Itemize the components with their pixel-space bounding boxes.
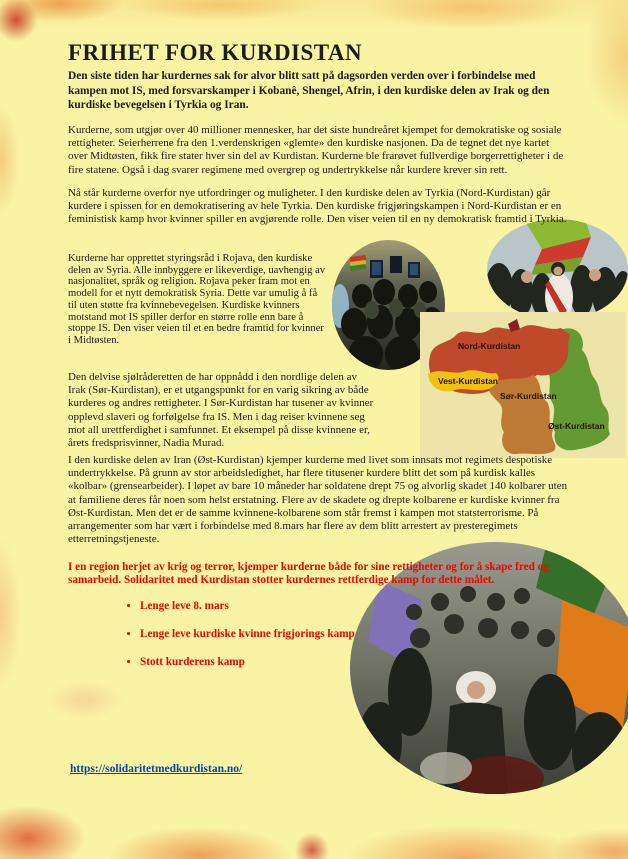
paragraph-north-kurdistan: Nå står kurderne overfor nye utfordringer og muligheter. I den kurdiske delen av Tyrkia (Nord-Kurdistan) går kurdere i spissen for en demokratisering av hele Tyrkia. Den kurdiske frigjøringskampen i Nord-Kurdistan er en feministisk kamp hvor kvinner spiller en avgjørende rolle. Den viser veien til en ny demokratisk framtid i Tyrkia. (68, 187, 567, 226)
map-label-west: Vest-Kurdistan (438, 376, 498, 386)
slogan-text-2: Lenge leve kurdiske kvinne frigjorings kamp (140, 628, 355, 640)
demonstration-flag-illustration (487, 219, 628, 320)
paragraph-kurdish-history: Kurderne, som utgjør over 40 millioner mennesker, har det siste hundreåret kjempet for demokratiske og sosiale rettigheter. Seierherrene fra den 1.verdenskrigen «glemte» den kurdiske nasjonen. Da de tegnet det nye kartet over Midtøsten, fikk fire stater hver sin del av Kurdistan. Kurderne ble frarøvet fullverdige borgerrettigheter i de fire statene. Også i dag svarer regimene med overgrep og undertrykkelse når kurdere krever sin rett. (68, 124, 564, 176)
map-label-east: Øst-Kurdistan (548, 421, 605, 431)
paragraph-rojava: Kurderne har opprettet styringsråd i Rojava, den kurdiske delen av Syria. Alle innbyggere er likeverdige, uavhengig av nasjonalitet, språk og religion. Rojava peker fram mot en modell for et nytt demokratisk Syria. Dette var umulig å få til uten støtte fra kvinnebevegelsen. Kurdiske kvinners motstand mot IS spiller derfor en større rolle enn bare å stoppe IS. Den viser veien til et en bedre framtid for kvinner i Midtøsten. (68, 253, 326, 346)
intro-paragraph: Den siste tiden har kurdernes sak for alvor blitt satt på dagsorden verden over i forbindelse med kampen mot IS, med forsvarskamper i Kobanê, Shengel, Afrin, i den kurdiske delen av Irak og den kurdiske bevegelsen i Tyrkia og Iran. (68, 70, 550, 112)
map-label-south: Sør-Kurdistan (500, 391, 557, 401)
solidarity-website-link[interactable]: https://solidaritetmedkurdistan.no/ (70, 763, 243, 775)
page-title: FRIHET FOR KURDISTAN (68, 40, 363, 65)
paragraph-east-kurdistan: I den kurdiske delen av Iran (Øst-Kurdistan) kjemper kurderne med livet som innsats mot regimets despotiske undertrykkelse. På grunn av stor arbeidsledighet, har flere titusener kurdere blitt det som på kurdisk kalles «kolbar» (grensearbeider). I løpet av bare 10 måneder har soldatene drept 75 og alvorlig skadet 140 kolbarer uten at familiene deres får noen som helst erstatning. Flere av de skadete og drepte kolbarene er kurdiske kvinner fra Øst-Kurdistan. Men det er de samme kvinnene-kolbarene som står fremst i kampen mot statsterrorisme. På arrangementer som har vært i forbindelse med 8.mars har flere av dem blitt arrestert av presteregimets etterretningstjeneste. (68, 454, 568, 546)
demonstration-flag-photo (487, 219, 628, 320)
slogan-list (120, 600, 440, 684)
map-label-north: Nord-Kurdistan (458, 341, 521, 351)
paragraph-south-kurdistan: Den delvise sjølråderetten de har oppnådd i den nordlige delen av Irak (Sør-Kurdistan), er et utgangspunkt for en varig sikring av både kurderes og andres rettigheter. I Sør-Kurdistan har tusener av kvinner opplevd slaveri og forfølgelse fra IS. Men i dag reiser kvinnene seg mot all urettferdighet i samfunnet. Et eksempel på disse kvinnene er, årets fredsprisvinner, Nadia Murad. (68, 371, 374, 450)
slogan-text-1: Lenge leve 8. mars (140, 600, 229, 612)
solidarity-statement: I en region herjet av krig og terror, kjemper kurderne både for sine rettigheter og for å skape fred og samarbeid. Solidaritet med Kurdistan stotter kurdernes rettferdige kamp for dette målet. (68, 561, 549, 586)
slogan-item-2 (140, 628, 440, 640)
slogan-item-1 (140, 600, 440, 612)
slogan-text-3: Stott kurderens kamp (140, 656, 245, 668)
slogan-item-3 (140, 656, 440, 668)
kurdistan-map (420, 312, 626, 458)
